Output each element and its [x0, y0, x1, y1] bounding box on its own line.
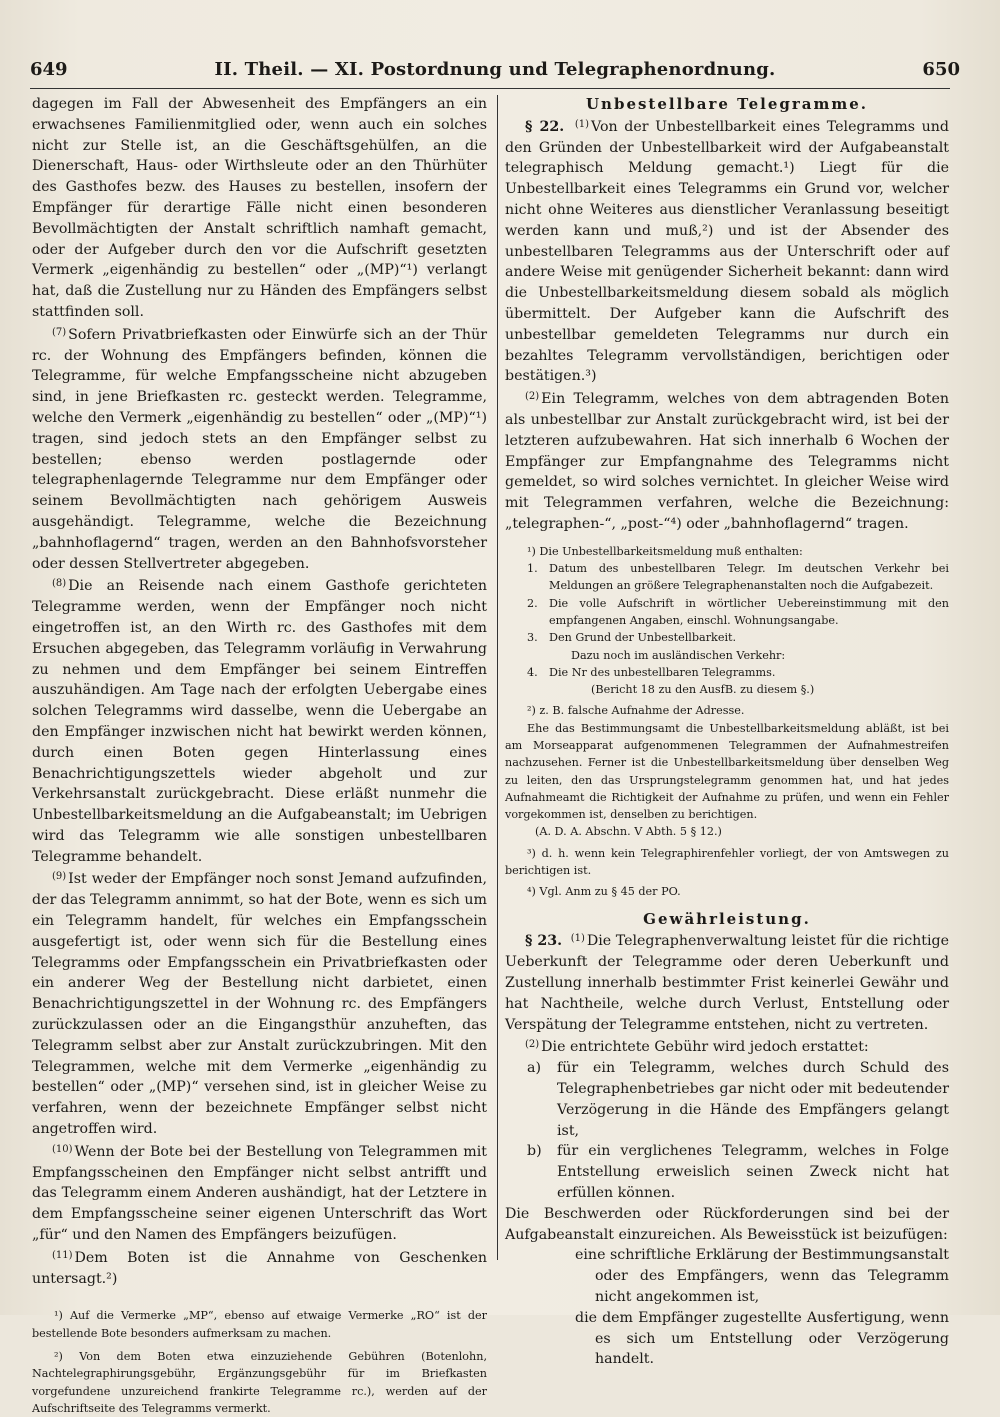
paragraph-8: [32, 574, 487, 867]
list-item: [527, 629, 949, 646]
footnote-1-reference: (Bericht 18 zu den AusfB. zu diesem §.): [591, 683, 815, 697]
complaints-paragraph: Die Beschwerden oder Rückforderungen sind bei der Aufgabeanstalt einzureichen. Als Beweisstück ist beizufügen:: [505, 1205, 949, 1243]
left-column: [32, 94, 487, 1417]
list-number: 2.: [527, 596, 538, 610]
list-letter: b): [527, 1143, 542, 1160]
list-number: 4.: [527, 665, 538, 679]
paragraph-mark: (1): [574, 118, 590, 130]
section-number: § 23.: [525, 933, 563, 950]
footnote-2-reference: (A. D. A. Abschn. V Abth. 5 § 12.): [535, 825, 722, 839]
footnote-1-intro: ¹) Die Unbestellbarkeitsmeldung muß enthalten:: [527, 544, 803, 558]
section-number: § 22.: [525, 118, 565, 135]
section-23-paragraph-1: [505, 929, 949, 1035]
footnote-2: ²) z. B. falsche Aufnahme der Adresse.: [527, 704, 745, 718]
paragraph-text: Sofern Privatbriefkasten oder Einwürfe sich an der Thür rc. der Wohnung des Empfängers befinden, können die Telegramme, für welche Empfangsscheine nicht abzugeben sind, in jene Briefkasten rc. gesteckt werden. Telegramme, welche den Vermerk „eigenhändig zu bestellen“ oder „(MP)“¹) tragen, sind jedoch stets an den Empfänger selbst zu bestellen; ebenso werden postlagernde oder telegraphenlagernde Telegramme nur dem Empfänger oder seinem Bevollmächtigten nach gehörigem Ausweis ausgehändigt. Telegramme, welche die Bezeichnung „bahnhoflagernd“ tragen, werden an den Bahnhofsvorsteher oder dessen Stellvertreter abgegeben.: [32, 326, 487, 572]
footnote-1-list: [527, 560, 949, 698]
list-text: für ein Telegramm, welches durch Schuld des Telegraphenbetriebes gar nicht oder mit bedeutender Verzögerung in die Hände des Empfängers gelangt ist,: [557, 1060, 949, 1139]
paragraph-mark: (11): [52, 1249, 73, 1261]
list-item: [527, 1141, 949, 1203]
list-item: [527, 560, 949, 595]
proof-item: die dem Empfänger zugestellte Ausfertigung, wenn es sich um Entstellung oder Verzögerung handelt.: [575, 1309, 949, 1368]
paragraph-text: Von der Unbestellbarkeit eines Telegramms und den Gründen der Unbestellbarkeit wird der Aufgabeanstalt telegraphisch Meldung gemacht.¹) Liegt für die Unbestellbarkeit eines Telegramms ein Grund vor, welcher nicht ohne Weiteres aus dienstlicher Veranlassung beseitigt werden kann und muß,²) und ist der Absender des unbestellbaren Telegramms aus der Unterschrift oder auf andere Weise mit genügender Sicherheit bekannt: dann wird die Unbestellbarkeitsmeldung diesem sobald als möglich übermittelt. Der Aufgeber kann die Aufschrift des unbestellbar gemeldeten Telegramms nur durch ein bezahltes Telegramm vervollständigen, berichtigen oder bestätigen.³): [505, 118, 949, 385]
footnote-4: ⁴) Vgl. Anm zu § 45 der PO.: [527, 885, 681, 899]
section-title-gewaehrleistung: Gewährleistung.: [643, 909, 811, 928]
paragraph-9: [32, 867, 487, 1139]
page-number-right: 650: [922, 59, 960, 80]
section-22-paragraph-1: [505, 115, 949, 387]
section-23-paragraph-2: [505, 1035, 949, 1058]
list-text: Den Grund der Unbestellbarkeit.: [549, 631, 737, 645]
paragraph-10: [32, 1140, 487, 1246]
paragraph-11: [32, 1246, 487, 1290]
list-item: [527, 664, 949, 681]
paragraph-6-continuation: dagegen im Fall der Abwesenheit des Empfängers an ein erwachsenes Familienmitglied oder, wenn auch ein solches nicht zur Stelle ist, an die Geschäftsgehülfen, an die Dienerschaft, Haus- oder Wirthsleute oder an den Thürhüter des Gasthofes bezw. des Hauses zu bestellen, insofern der Empfänger für derartige Fälle nicht einen besonderen Bevollmächtigten der Anstalt schriftlich namhaft gemacht, oder der Aufgeber durch den vor die Aufschrift gesetzten Vermerk „eigenhändig zu bestellen“ oder „(MP)“¹) verlangt hat, daß die Zustellung nur zu Händen des Empfängers selbst stattfinden soll.: [32, 96, 487, 320]
column-divider: [497, 95, 498, 1260]
paragraph-text: Ein Telegramm, welches von dem abtragenden Boten als unbestellbar zur Anstalt zurückgebracht wird, ist bei der letzteren aufzubewahren. Hat sich innerhalb 6 Wochen der Empfänger zur Empfangnahme des Telegramms nicht gemeldet, so wird solches vernichtet. In gleicher Weise wird mit Telegrammen verfahren, welche die Bezeichnung: „telegraphen-“, „post-“⁴) oder „bahnhoflagernd“ tragen.: [505, 391, 949, 532]
footnote-2-body: Ehe das Bestimmungsamt die Unbestellbarkeitsmeldung abläßt, ist bei am Morseapparat aufgenommenen Telegrammen der Aufnahmestreifen nachzusehen. Ferner ist die Unbestellbarkeitsmeldung über denselben Weg zu leiten, den das Ursprungstelegramm genommen hat, und hat jedes Aufnahmeamt die Richtigkeit der Aufnahme zu prüfen, und wenn ein Fehler vorgekommen ist, denselben zu berichtigen.: [505, 721, 949, 822]
paragraph-text: Die Telegraphenverwaltung leistet für die richtige Ueberkunft der Telegramme oder deren Ueberkunft und Zustellung innerhalb bestimmter Frist keinerlei Gewähr und hat Nachtheile, welche durch Verlust, Entstellung oder Verspätung der Telegramme entstehen, nicht zu vertreten.: [505, 933, 950, 1033]
paragraph-text: Die entrichtete Gebühr wird jedoch erstattet:: [541, 1039, 869, 1056]
paragraph-7: [32, 323, 487, 575]
proof-list: [505, 1245, 949, 1370]
list-item: [527, 595, 949, 630]
list-number: 3.: [527, 631, 538, 645]
running-header: [30, 55, 960, 89]
list-letter: a): [527, 1060, 541, 1077]
paragraph-text: Die an Reisende nach einem Gasthofe gerichteten Telegramme werden, wenn der Empfänger noch nicht eingetroffen ist, an den Wirth rc. des Gasthofes mit dem Ersuchen abgegeben, das Telegramm vorläufig in Verwahrung zu nehmen und dem Empfänger bei seinem Eintreffen auszuhändigen. Am Tage nach der erfolgten Uebergabe eines solchen Telegramms wird dasselbe, wenn die Uebergabe an den Empfänger inzwischen nicht hat bewirkt werden können, durch einen Boten gegen Hinterlassung eines Benachrichtigungszettels wieder abgeholt und zur Verkehrsanstalt zurückgebracht. Diese erläßt nunmehr die Unbestellbarkeitsmeldung an die Aufgabeanstalt; im Uebrigen wird das Telegramm wie alle sonstigen unbestellbaren Telegramme behandelt.: [32, 578, 487, 865]
paragraph-mark: (2): [525, 1039, 540, 1051]
paragraph-mark: (9): [52, 871, 67, 883]
footnote-2: ²) Von dem Boten etwa einzuziehende Gebühren (Botenlohn, Nachtelegraphirungsgebühr, Ergänzungsgebühr für im Briefkasten vorgefundene unzureichend frankirte Telegramme rc.), werden auf der Aufschriftseite des Telegramms vermerkt.: [32, 1350, 487, 1415]
list-text: Die volle Aufschrift in wörtlicher Uebereinstimmung mit den empfangenen Angaben, einschl. Wohnungsangabe.: [549, 596, 949, 627]
paragraph-text: Dem Boten ist die Annahme von Geschenken untersagt.²): [32, 1249, 487, 1287]
paragraph-mark: (2): [525, 391, 540, 403]
foreign-traffic-note: Dazu noch im ausländischen Verkehr:: [571, 648, 786, 662]
footnote-1: ¹) Auf die Vermerke „MP“, ebenso auf etwaige Vermerke „RO“ ist der bestellende Bote besonders aufmerksam zu machen.: [32, 1309, 487, 1340]
paragraph-mark: (10): [52, 1143, 73, 1155]
page-number-left: 649: [30, 59, 68, 80]
right-column: [505, 94, 949, 1370]
paragraph-mark: (7): [52, 326, 67, 338]
section-title-unbestellbare: Unbestellbare Telegramme.: [585, 95, 869, 113]
running-title: II. Theil. — XI. Postordnung und Telegraphenordnung.: [214, 59, 776, 80]
list-number: 1.: [527, 562, 538, 576]
list-item: [527, 1058, 949, 1141]
paragraph-mark: (1): [570, 933, 585, 945]
list-text: Die Nr des unbestellbaren Telegramms.: [549, 665, 776, 679]
section-22-paragraph-2: [505, 387, 949, 535]
paragraph-text: Ist weder der Empfänger noch sonst Jemand aufzufinden, der das Telegramm annimmt, so hat der Bote, wenn es sich um ein Telegramm handelt, für welches ein Empfangsschein ausgefertigt ist, oder wenn sich für die Bestellung eines Telegramms oder Empfangsschein ein Privatbriefkasten oder ein anderer Weg der Bestellung nicht darbietet, einen Benachrichtigungszettel in der Wohnung rc. des Empfängers zurückzulassen oder an die Eingangsthür anzuheften, das Telegramm selbst aber zur Anstalt zurückzubringen. Mit den Telegrammen, welche mit dem Vermerke „eigenhändig zu bestellen“ oder „(MP)“ versehen sind, ist in gleicher Weise zu verfahren, wenn der bezeichnete Empfänger selbst nicht angetroffen wird.: [32, 871, 487, 1138]
footnote-3: ³) d. h. wenn kein Telegraphirenfehler vorliegt, der von Amtswegen zu berichtigen ist.: [505, 846, 949, 878]
paragraph-mark: (8): [52, 578, 67, 590]
list-text: Datum des unbestellbaren Telegr. Im deutschen Verkehr bei Meldungen an größere Telegraphenanstalten noch die Aufgabezeit.: [549, 562, 949, 593]
paragraph-text: Wenn der Bote bei der Bestellung von Telegrammen mit Empfangsscheinen den Empfänger nicht selbst antrifft und das Telegramm einem Anderen aushändigt, hat der Letztere in dem Empfangsscheine seiner eigenen Unterschrift das Wort „für“ und den Namen des Empfängers beizufügen.: [32, 1143, 487, 1244]
proof-item: eine schriftliche Erklärung der Bestimmungsanstalt oder des Empfängers, wenn das Telegramm nicht angekommen ist,: [575, 1247, 949, 1306]
list-text: für ein verglichenes Telegramm, welches in Folge Entstellung erweislich seinen Zweck nicht hat erfüllen können.: [557, 1143, 949, 1202]
refund-cases-list: [527, 1058, 949, 1204]
header-rule: [30, 88, 950, 89]
